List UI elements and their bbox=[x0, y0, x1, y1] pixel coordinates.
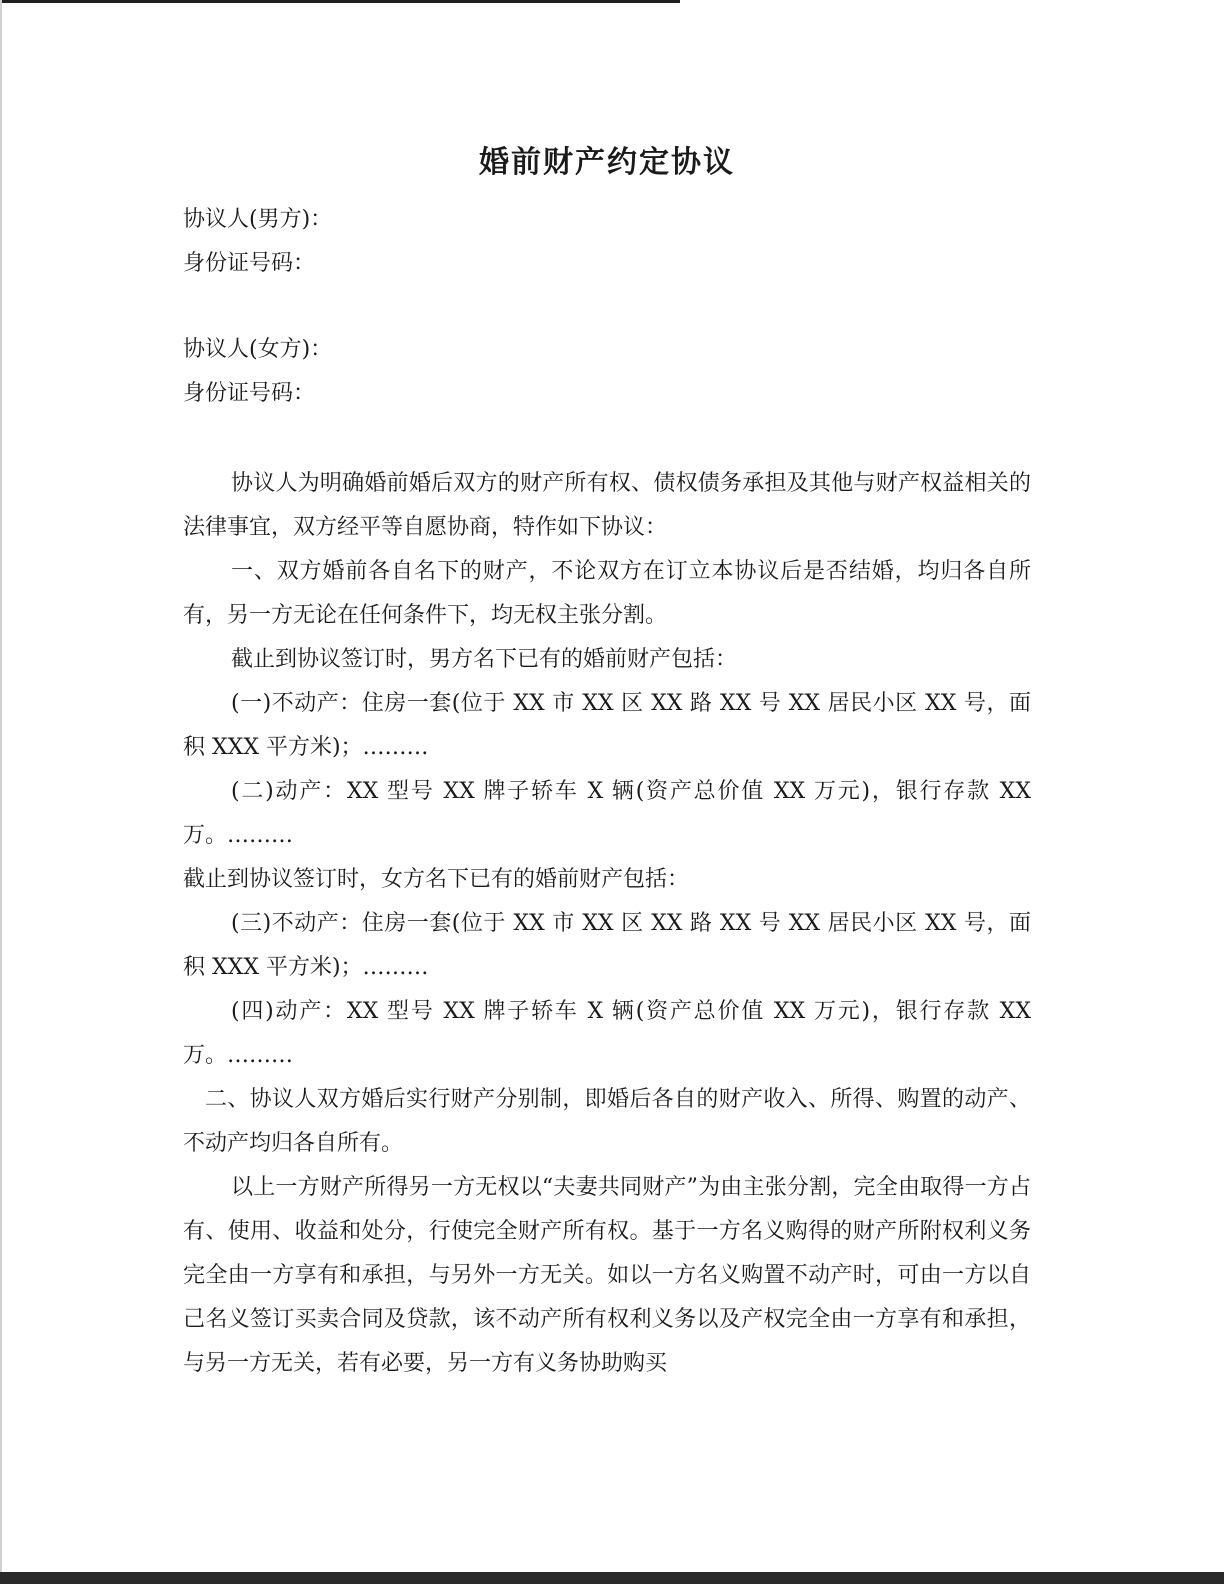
paragraph-clause-1: 一、双方婚前各自名下的财产，不论双方在订立本协议后是否结婚，均归各自所有，另一方无论在任何条件下，均无权主张分割。 bbox=[183, 559, 1031, 628]
female-id-label: 身份证号码： bbox=[183, 381, 316, 406]
document-title: 婚前财产约定协议 bbox=[479, 145, 735, 180]
paragraph-male-assets-heading: 截止到协议签订时，男方名下已有的婚前财产包括： bbox=[231, 647, 738, 672]
spacer bbox=[183, 286, 1031, 328]
paragraph-male-real-estate: (一)不动产：住房一套(位于 XX 市 XX 区 XX 路 XX 号 XX 居民小区 XX 号，面积 XXX 平方米)；……… bbox=[183, 691, 1031, 760]
paragraph-female-assets-heading: 截止到协议签订时，女方名下已有的婚前财产包括： bbox=[183, 867, 690, 892]
document-body bbox=[183, 140, 1031, 1386]
paragraph-intro: 协议人为明确婚前婚后双方的财产所有权、债权债务承担及其他与财产权益相关的法律事宜，双方经平等自愿协商，特作如下协议： bbox=[183, 471, 1031, 540]
male-id-label: 身份证号码： bbox=[183, 251, 316, 276]
paragraph-female-movables: (四)动产：XX 型号 XX 牌子轿车 X 辆(资产总价值 XX 万元)，银行存款 XX 万。……… bbox=[183, 999, 1031, 1068]
paragraph-clause-2: 二、协议人双方婚后实行财产分别制，即婚后各自的财产收入、所得、购置的动产、不动产均归各自所有。 bbox=[183, 1087, 1031, 1156]
female-party-label: 协议人(女方)： bbox=[183, 337, 333, 362]
male-party-label: 协议人(男方)： bbox=[183, 207, 333, 232]
paragraph-female-real-estate: (三)不动产：住房一套(位于 XX 市 XX 区 XX 路 XX 号 XX 居民小区 XX 号，面积 XXX 平方米)；……… bbox=[183, 911, 1031, 980]
spacer bbox=[183, 416, 1031, 462]
paragraph-separate-property: 以上一方财产所得另一方无权以“夫妻共同财产”为由主张分割，完全由取得一方占有、使用、收益和处分，行使完全财产所有权。基于一方名义购得的财产所附权利义务完全由一方享有和承担，与另外一方无关。如以一方名义购置不动产时，可由一方以自己名义签订买卖合同及贷款，该不动产所有权利义务以及产权完全由一方享有和承担，与另一方无关，若有必要，另一方有义务协助购买 bbox=[183, 1175, 1031, 1376]
paragraph-male-movables: (二)动产：XX 型号 XX 牌子轿车 X 辆(资产总价值 XX 万元)，银行存款 XX 万。……… bbox=[183, 779, 1031, 848]
scan-edge-left bbox=[0, 0, 2, 1584]
scan-edge-top bbox=[0, 0, 680, 3]
scan-edge-bottom bbox=[0, 1572, 1224, 1584]
